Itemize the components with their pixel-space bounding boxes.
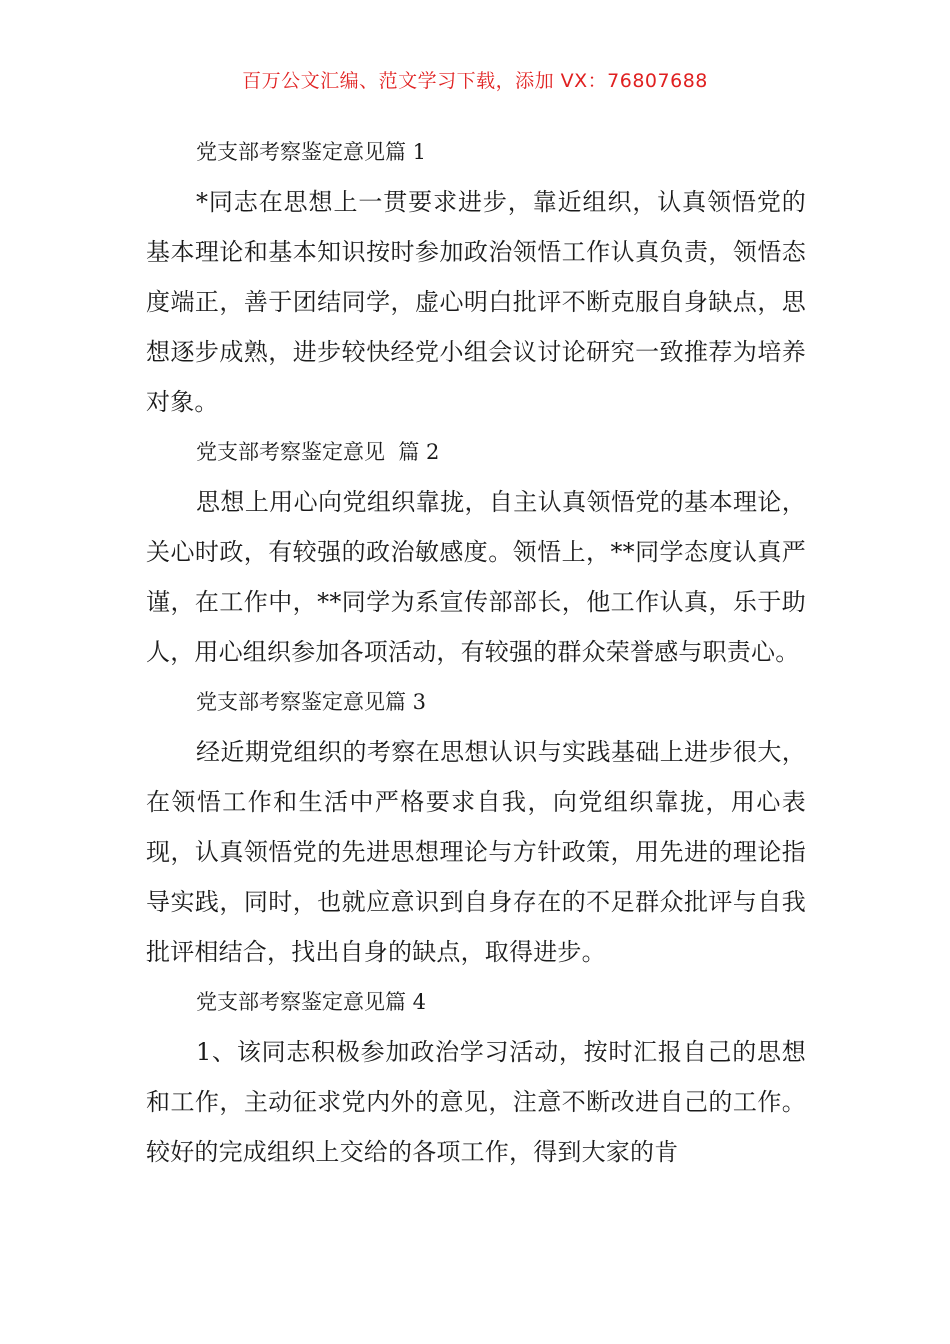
section-4 (146, 977, 806, 1177)
section-paragraph: *同志在思想上一贯要求进步，靠近组织，认真领悟党的基本理论和基本知识按时参加政治领悟工作认真负责，领悟态度端正，善于团结同学，虚心明白批评不断克服自身缺点，思想逐步成熟，进步较快经党小组会议讨论研究一致推荐为培养对象。 (146, 188, 806, 416)
page-header-watermark: 百万公文汇编、范文学习下载，添加 VX：76807688 (242, 70, 708, 92)
document-body (146, 127, 806, 1177)
section-paragraph: 1、该同志积极参加政治学习活动，按时汇报自己的思想和工作，主动征求党内外的意见，注意不断改进自己的工作。较好的完成组织上交给的各项工作，得到大家的肯 (146, 1038, 806, 1166)
section-heading: 党支部考察鉴定意见篇 3 (196, 690, 427, 714)
section-heading: 党支部考察鉴定意见篇 4 (196, 990, 427, 1014)
section-heading: 党支部考察鉴定意见篇 1 (196, 140, 427, 164)
section-1 (146, 127, 806, 427)
section-paragraph: 经近期党组织的考察在思想认识与实践基础上进步很大，在领悟工作和生活中严格要求自我，向党组织靠拢，用心表现，认真领悟党的先进思想理论与方针政策，用先进的理论指导实践，同时，也就应意识到自身存在的不足群众批评与自我批评相结合，找出自身的缺点，取得进步。 (146, 738, 806, 966)
section-2 (146, 427, 806, 677)
section-3 (146, 677, 806, 977)
section-heading: 党支部考察鉴定意见 篇 2 (196, 440, 440, 464)
section-paragraph: 思想上用心向党组织靠拢，自主认真领悟党的基本理论，关心时政，有较强的政治敏感度。领悟上，**同学态度认真严谨，在工作中，**同学为系宣传部部长，他工作认真，乐于助人，用心组织参加各项活动，有较强的群众荣誉感与职责心。 (146, 488, 806, 666)
